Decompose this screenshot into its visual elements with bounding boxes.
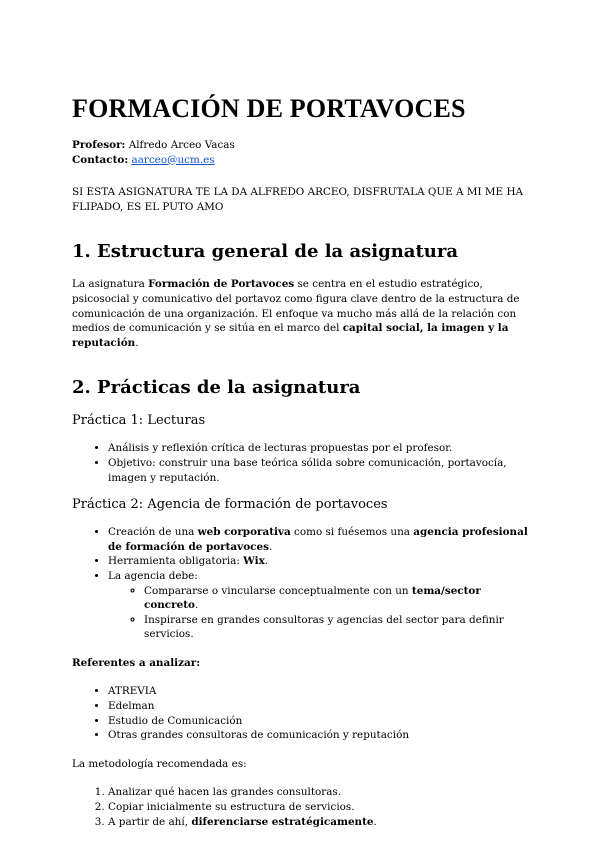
bold-run: la imagen y la reputación	[72, 322, 509, 349]
bold-run: capital social	[342, 322, 420, 335]
contacto-line	[72, 153, 528, 168]
referentes-list	[72, 684, 528, 742]
text-run: se centra en el estudio estratégico, psicosocial y comunicativo del portavoz como figura clave dentro de la estructura de comunicación de una organización. El enfoque va mucho más allá de la relación con medios de comunicación y se sitúa en el marco del	[72, 278, 520, 335]
list-item: • Objetivo: construir una base teórica sólida sobre comunicación, portavocía, imagen y reputación.	[108, 456, 528, 485]
list-item: • Análisis y reflexión crítica de lecturas propuestas por el profesor.	[108, 441, 528, 456]
bold-run: web corporativa	[197, 526, 291, 539]
list-item	[108, 569, 528, 642]
bold-run: Referentes a analizar:	[72, 656, 201, 669]
list-item: • ATREVIA	[108, 684, 528, 699]
section1-heading: 1. Estructura general de la asignatura	[72, 241, 458, 263]
contacto-label: Contacto:	[72, 153, 129, 166]
text-run: .	[268, 540, 273, 553]
text-run: Compararse o vincularse conceptualmente con un	[144, 584, 412, 597]
list-item	[108, 525, 528, 554]
bold-run: Formación de Portavoces	[148, 278, 295, 291]
metodologia-steps	[72, 785, 528, 829]
page-title: FORMACIÓN DE PORTAVOCES	[72, 94, 466, 123]
text-run: La agencia debe:	[108, 569, 198, 582]
practica2-heading: Práctica 2: Agencia de formación de portavoces	[72, 497, 388, 513]
metodologia-intro: La metodología recomendada es:	[72, 757, 247, 770]
sub-list	[108, 584, 528, 642]
list-item: • Edelman	[108, 699, 528, 714]
text-run: Herramienta obligatoria:	[108, 555, 244, 568]
student-note: SI ESTA ASIGNATURA TE LA DA ALFREDO ARCEO, DISFRUTALA QUE A MI ME HA FLIPADO, ES EL PUTO AMO	[72, 186, 524, 213]
practica1-list	[72, 441, 528, 485]
text-run: .	[194, 599, 199, 612]
sub-list-item	[144, 584, 528, 613]
profesor-line	[72, 138, 528, 153]
bold-run: Wix	[243, 555, 265, 568]
list-item	[108, 554, 528, 569]
text-run: .	[373, 815, 377, 828]
text-run: Creación de una	[108, 526, 198, 539]
text-run: como si fuésemos una	[290, 526, 414, 539]
profesor-value: Alfredo Arceo Vacas	[128, 139, 235, 151]
text-run: .	[135, 336, 139, 349]
practica2-list	[72, 525, 528, 642]
referentes-label	[72, 656, 528, 671]
list-item: • Estudio de Comunicación	[108, 714, 528, 729]
sub-list-item: ◦ Inspirarse en grandes consultoras y agencias del sector para definir servicios.	[144, 613, 528, 642]
text-run: La asignatura	[72, 278, 149, 291]
profesor-label: Profesor:	[72, 139, 126, 151]
step-item	[108, 815, 528, 830]
text-run: .	[264, 555, 269, 568]
section2-heading: 2. Prácticas de la asignatura	[72, 377, 361, 399]
bold-run: tema/sector concreto	[144, 584, 481, 612]
bold-run: ,	[419, 322, 428, 335]
step-item: 1. Analizar qué hacen las grandes consultoras.	[108, 785, 528, 800]
text-run: A partir de ahí,	[108, 815, 192, 828]
list-item: • Otras grandes consultoras de comunicación y reputación	[108, 728, 528, 743]
bold-run: agencia profesional de formación de portavoces	[108, 526, 528, 553]
contact-email-link[interactable]: aarceo@ucm.es	[131, 153, 215, 166]
bold-run: diferenciarse estratégicamente	[191, 815, 374, 828]
section1-paragraph	[72, 277, 528, 350]
step-item: 2. Copiar inicialmente su estructura de servicios.	[108, 800, 528, 815]
practica1-heading: Práctica 1: Lecturas	[72, 413, 206, 429]
